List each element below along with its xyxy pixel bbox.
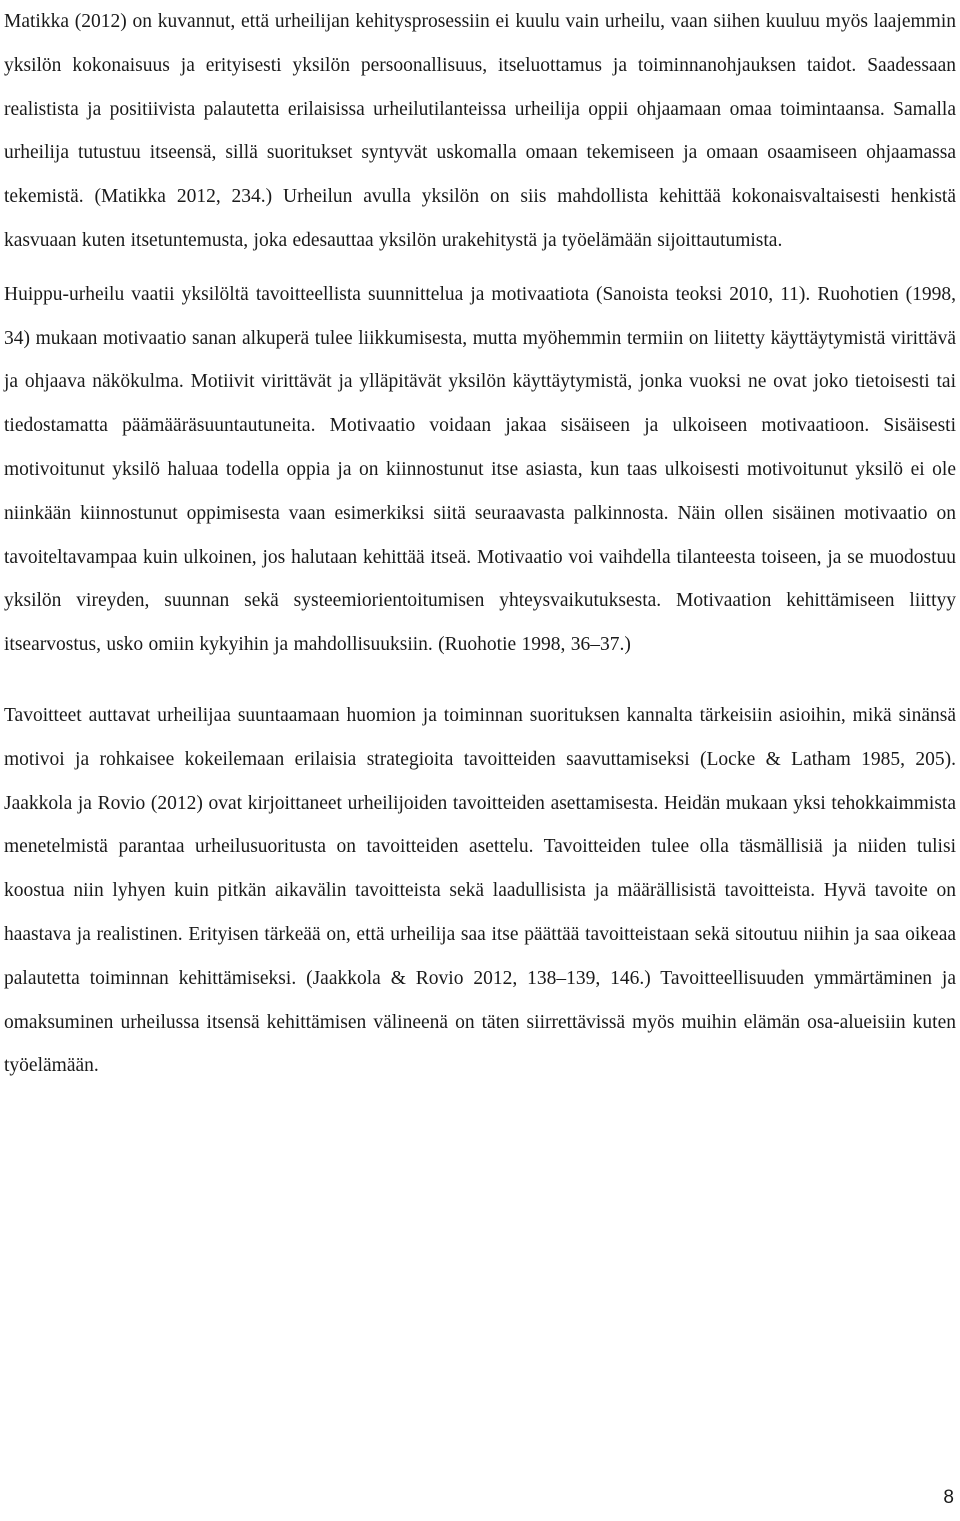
document-page <box>4 0 956 1521</box>
body-paragraph-1: Matikka (2012) on kuvannut, että urheilijan kehitysprosessiin ei kuulu vain urheilu, vaan siihen kuuluu myös laajemmin yksilön kokonaisuus ja erityisesti yksilön persoonallisuus, itseluottamus ja toiminnanohjauksen taidot. Saadessaan realistista ja positiivista palautetta erilaisissa urheilutilanteissa urheilija oppii ohjaamaan omaa toimintaansa. Samalla urheilija tutustuu itseensä, sillä suoritukset syntyvät uskomalla omaan tekemiseen ja omaan osaamiseen ohjaamassa tekemistä. (Matikka 2012, 234.) Urheilun avulla yksilön on siis mahdollista kehittää kokonaisvaltaisesti henkistä kasvuaan kuten itsetuntemusta, joka edesauttaa yksilön urakehitystä ja työelämään sijoittautumista. <box>4 11 956 251</box>
body-paragraph-3: Tavoitteet auttavat urheilijaa suuntaamaan huomion ja toiminnan suorituksen kannalta tärkeisiin asioihin, mikä sinänsä motivoi ja rohkaisee kokeilemaan erilaisia strategioita tavoitteiden saavuttamiseksi (Locke & Latham 1985, 205). Jaakkola ja Rovio (2012) ovat kirjoittaneet urheilijoiden tavoitteiden asettamisesta. Heidän mukaan yksi tehokkaimmista menetelmistä parantaa urheilusuoritusta on tavoitteiden asettelu. Tavoitteiden tulee olla täsmällisiä ja niiden tulisi koostua niin lyhyen kuin pitkän aikavälin tavoitteista sekä laadullisista ja määrällisistä tavoitteista. Hyvä tavoite on haastava ja realistinen. Erityisen tärkeää on, että urheilija saa itse päättää tavoitteistaan sekä sitoutuu niihin ja saa oikeaa palautetta toiminnan kehittämiseksi. (Jaakkola & Rovio 2012, 138–139, 146.) Tavoitteellisuuden ymmärtäminen ja omaksuminen urheilussa itsensä kehittämisen välineenä on täten siirrettävissä myös muihin elämän osa-alueisiin kuten työelämään. <box>4 704 956 1077</box>
page-number: 8 <box>943 1487 954 1508</box>
body-paragraph-2: Huippu-urheilu vaatii yksilöltä tavoitteellista suunnittelua ja motivaatiota (Sanoista teoksi 2010, 11). Ruohotien (1998, 34) mukaan motivaatio sanan alkuperä tulee liikkumisesta, mutta myöhemmin termiin on liitetty käyttäytymistä virittävä ja ohjaava näkökulma. Motiivit virittävät ja ylläpitävät yksilön käyttäytymistä, jonka vuoksi ne ovat joko tietoisesti tai tiedostamatta päämääräsuuntautuneita. Motivaatio voidaan jakaa sisäiseen ja ulkoiseen motivaatioon. Sisäisesti motivoitunut yksilö haluaa todella oppia ja on kiinnostunut itse asiasta, kun taas ulkoisesti motivoitunut yksilö ei ole niinkään kiinnostunut oppimisesta vaan esimerkiksi siitä seuraavasta palkinnosta. Näin ollen sisäinen motivaatio on tavoiteltavampaa kuin ulkoinen, jos halutaan kehittää itseä. Motivaatio voi vaihdella tilanteesta toiseen, ja se muodostuu yksilön vireyden, suunnan sekä systeemiorientoitumisen yhteysvaikutuksesta. Motivaation kehittämiseen liittyy itsearvostus, usko omiin kykyihin ja mahdollisuuksiin. (Ruohotie 1998, 36–37.) <box>4 283 956 656</box>
